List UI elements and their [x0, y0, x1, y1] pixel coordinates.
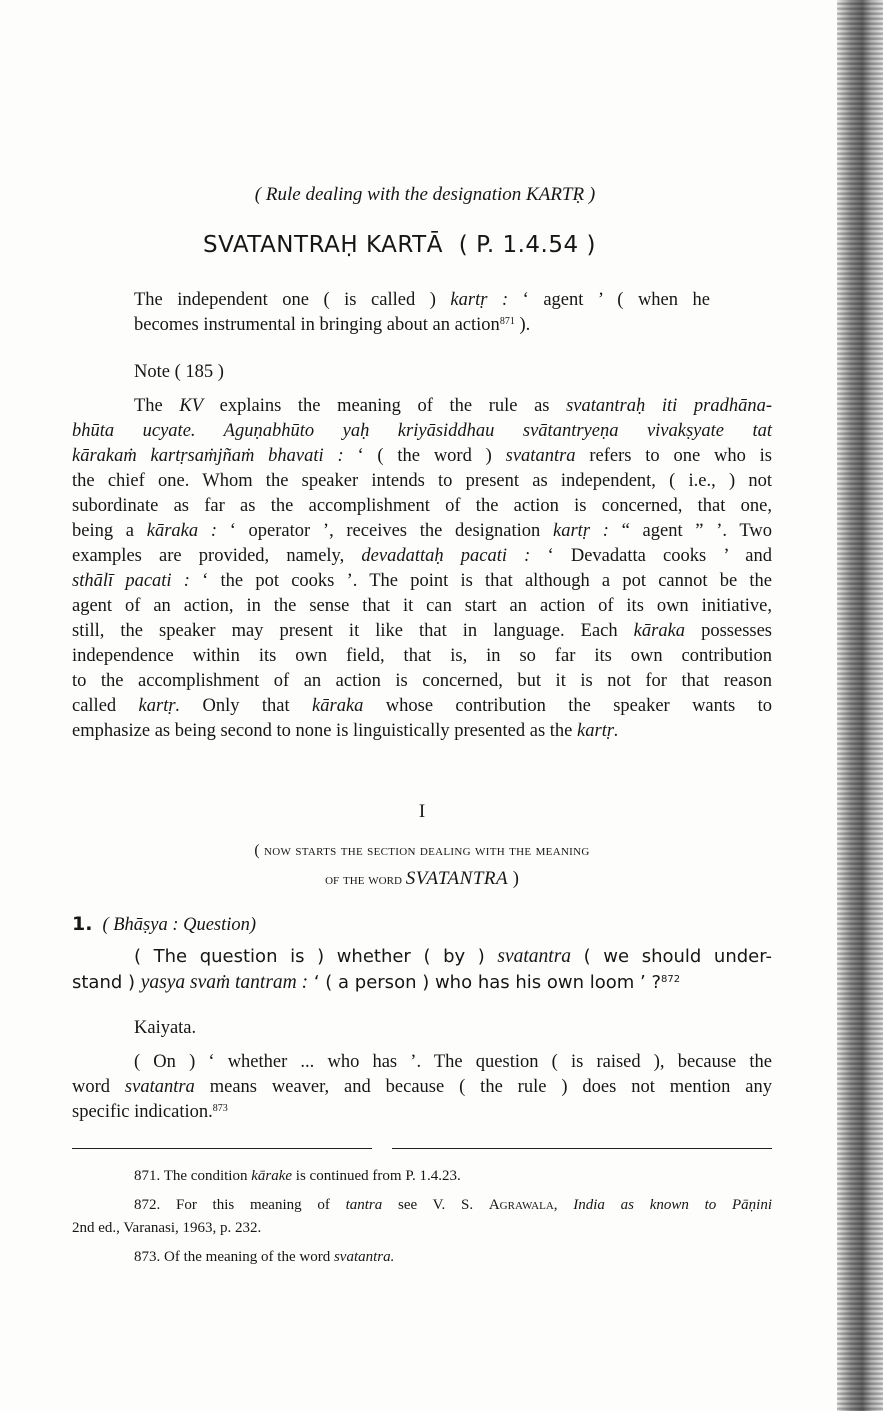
title-ref: ( P. 1.4.54 )	[458, 232, 596, 258]
note-line: still, the speaker may present it like that in language. Each kāraka possesses	[72, 621, 773, 641]
section-heading-line-2: of the word SVATANTRA )	[325, 868, 519, 889]
note-line: independence within its own field, that is, in so far its own contribution	[72, 646, 772, 666]
term-kartr: kartṛ :	[450, 290, 509, 310]
item-1-header	[72, 912, 256, 938]
note-line: The KV explains the meaning of the rule as svatantraḥ iti pradhāna-	[134, 396, 773, 416]
intro-line-1	[134, 288, 710, 313]
item-number: 1.	[72, 913, 93, 935]
footnote-871: 871. The condition kārake is continued from P. 1.4.23.	[134, 1168, 461, 1184]
intro-text: becomes instrumental in bringing about an action	[134, 315, 500, 335]
title-main: SVATANTRAḤ KARTĀ	[203, 232, 443, 258]
note-line: sthālī pacati : ‘ the pot cooks ’. The point is that although a pot cannot be the	[72, 571, 772, 591]
note-label: Note ( 185 )	[134, 362, 224, 382]
page-title	[203, 232, 596, 258]
question-line-2: stand ) yasya svaṁ tantram : ‘ ( a person ) who has his own loom ’ ?$^{872}$	[72, 972, 681, 993]
note-line: the chief one. Whom the speaker intends to present as independent, ( i.e., ) not	[72, 471, 772, 491]
footnote-872: 872. For this meaning of tantra see V. S. Agrawala, India as known to Pāṇini	[134, 1197, 773, 1213]
section-heading-line-1: ( now starts the section dealing with the meaning	[254, 842, 590, 859]
kaiyata-line-1: ( On ) ‘ whether ... who has ’. The question ( is raised ), because the	[134, 1052, 772, 1072]
question-line-1: ( The question is ) whether ( by ) svatantra ( we should under-	[134, 946, 772, 967]
rule-note: ( Rule dealing with the designation KARTṚ )	[254, 184, 596, 205]
intro-text: ‘ agent ’ ( when he	[522, 290, 710, 310]
scanned-page-edge	[837, 0, 883, 1411]
footnote-ref-871: 871	[499, 316, 515, 327]
note-line: kārakaṁ kartṛsaṁjñaṁ bhavati : ‘ ( the word ) svatantra refers to one who is	[72, 446, 773, 466]
footnote-rule-right	[392, 1148, 772, 1149]
note-line: to the accomplishment of an action is concerned, but it is not for that reason	[72, 671, 772, 691]
intro-text: The independent one ( is called )	[134, 290, 436, 310]
intro-text: ).	[514, 315, 531, 335]
note-line: examples are provided, namely, devadattaḥ pacati : ‘ Devadatta cooks ’ and	[72, 546, 772, 566]
note-line: called kartṛ. Only that kāraka whose contribution the speaker wants to	[72, 696, 772, 716]
item-label: ( Bhāṣya : Question)	[102, 915, 257, 935]
intro-line-2	[134, 313, 710, 338]
note-line: emphasize as being second to none is linguistically presented as the kartṛ.	[72, 721, 619, 741]
note-line: subordinate as far as the accomplishment of the action is concerned, that one,	[72, 496, 772, 516]
footnote-872-cont: 2nd ed., Varanasi, 1963, p. 232.	[72, 1220, 262, 1236]
note-line: being a kāraka : ‘ operator ’, receives the designation kartṛ : “ agent ” ’. Two	[72, 521, 772, 541]
kaiyata-label: Kaiyata.	[134, 1018, 197, 1038]
footnote-rule-left	[72, 1148, 372, 1149]
kaiyata-line-2: word svatantra means weaver, and because ( the rule ) does not mention any	[72, 1077, 772, 1097]
section-numeral: I	[418, 801, 426, 822]
note-line: agent of an action, in the sense that it can start an action of its own initiative,	[72, 596, 772, 616]
footnote-ref-873: 873	[212, 1103, 228, 1114]
footnote-ref-872: 872	[661, 974, 681, 985]
kaiyata-line-3: specific indication.$^{873}$	[72, 1102, 228, 1122]
note-line: bhūta ucyate. Aguṇabhūto yaḥ kriyāsiddhau svātantryeṇa vivakṣyate tat	[72, 421, 772, 441]
footnote-873: 873. Of the meaning of the word svatantra.	[134, 1249, 395, 1265]
